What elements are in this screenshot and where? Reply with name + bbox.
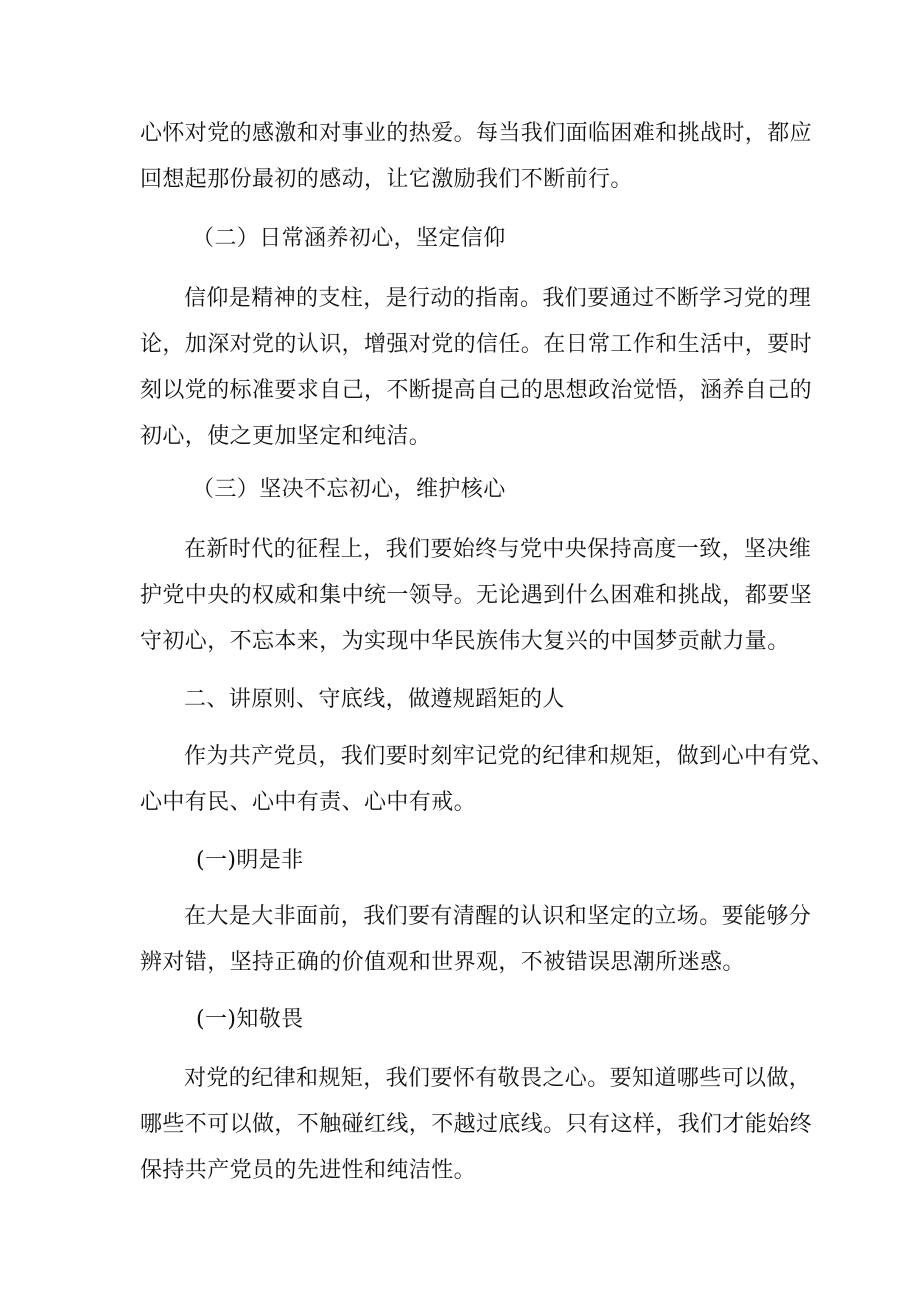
section-heading: (一)知敬畏	[196, 1007, 304, 1032]
paragraph-line: 作为共产党员，我们要时刻牢记党的纪律和规矩，做到心中有党、	[184, 744, 834, 769]
paragraph-line: 论，加深对党的认识，增强对党的信任。在日常工作和生活中，要时	[140, 332, 813, 357]
paragraph-line: 保持共产党员的先进性和纯洁性。	[140, 1158, 477, 1183]
paragraph-line: 辨对错，坚持正确的价值观和世界观，不被错误思潮所迷惑。	[140, 950, 745, 975]
paragraph-line: 心怀对党的感激和对事业的热爱。每当我们面临困难和挑战时，都应	[140, 121, 813, 146]
paragraph-line: 在新时代的征程上，我们要始终与党中央保持高度一致，坚决维	[184, 537, 812, 562]
paragraph-line: 哪些不可以做，不触碰红线，不越过底线。只有这样，我们才能始终	[140, 1112, 813, 1137]
paragraph-line: 守初心，不忘本来，为实现中华民族伟大复兴的中国梦贡献力量。	[140, 629, 790, 654]
paragraph-line: 心中有民、心中有责、心中有戒。	[140, 790, 477, 815]
section-heading: 二、讲原则、守底线，做遵规蹈矩的人	[184, 687, 565, 712]
section-heading: （二）日常涵养初心，坚定信仰	[192, 226, 506, 251]
section-heading: (一)明是非	[196, 848, 304, 873]
paragraph-line: 信仰是精神的支柱，是行动的指南。我们要通过不断学习党的理	[184, 286, 812, 311]
section-heading: （三）坚决不忘初心，维护核心	[192, 477, 506, 502]
paragraph-line: 在大是大非面前，我们要有清醒的认识和坚定的立场。要能够分	[184, 904, 812, 929]
paragraph-line: 回想起那份最初的感动，让它激励我们不断前行。	[140, 167, 633, 192]
paragraph-line: 初心，使之更加坚定和纯洁。	[140, 424, 432, 449]
paragraph-line: 护党中央的权威和集中统一领导。无论遇到什么困难和挑战，都要坚	[140, 583, 813, 608]
paragraph-line: 对党的纪律和规矩，我们要怀有敬畏之心。要知道哪些可以做，	[184, 1066, 812, 1091]
paragraph-line: 刻以党的标准要求自己，不断提高自己的思想政治觉悟，涵养自己的	[140, 378, 813, 403]
